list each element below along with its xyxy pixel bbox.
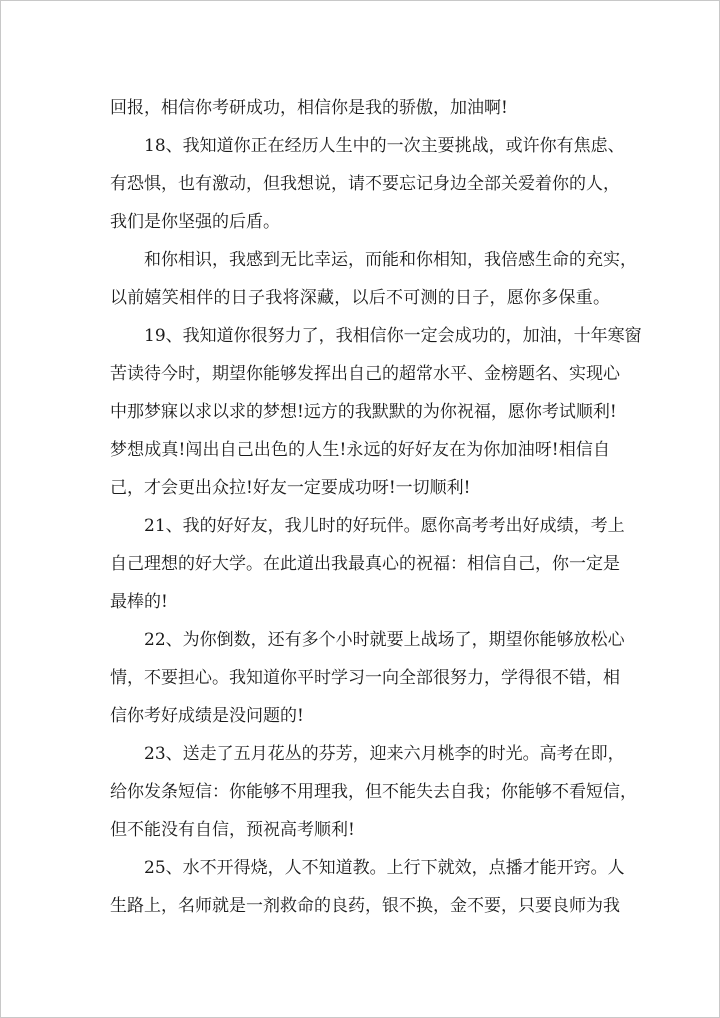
- text-line: 21、我的好好友，我儿时的好玩伴。愿你高考考出好成绩，考上: [144, 516, 625, 536]
- text-line: 自己理想的好大学。在此道出我最真心的祝福：相信自己，你一定是: [110, 554, 620, 574]
- text-line: 有恐惧，也有激动，但我想说，请不要忘记身边全部关爱着你的人，: [110, 174, 620, 194]
- text-line: 情，不要担心。我知道你平时学习一向全部很努力，学得很不错，相: [110, 668, 620, 688]
- text-line: 25、水不开得烧，人不知道教。上行下就效，点播才能开窍。人: [144, 858, 625, 878]
- text-line: 19、我知道你很努力了，我相信你一定会成功的，加油，十年寒窗: [144, 326, 642, 346]
- text-line: 23、送走了五月花丛的芬芳，迎来六月桃李的时光。高考在即，: [144, 744, 625, 764]
- text-line: 和你相识，我感到无比幸运，而能和你相知，我倍感生命的充实，: [144, 250, 637, 270]
- text-line: 梦想成真!闯出自己出色的人生!永远的好好友在为你加油呀!相信自: [110, 440, 610, 460]
- text-line: 苦读待今时，期望你能够发挥出自己的超常水平、金榜题名、实现心: [110, 364, 620, 384]
- text-line: 22、为你倒数，还有多个小时就要上战场了，期望你能够放松心: [144, 630, 625, 650]
- text-line: 最棒的!: [110, 592, 168, 612]
- text-line: 信你考好成绩是没问题的!: [110, 706, 304, 726]
- text-line: 己，才会更出众拉!好友一定要成功呀!一切顺利!: [110, 478, 471, 498]
- text-line: 回报，相信你考研成功，相信你是我的骄傲，加油啊!: [110, 98, 508, 118]
- text-line: 以前嬉笑相伴的日子我将深藏，以后不可测的日子，愿你多保重。: [110, 288, 610, 308]
- text-line: 生路上，名师就是一剂救命的良药，银不换，金不要，只要良师为我: [110, 896, 620, 916]
- text-line: 给你发条短信：你能够不用理我，但不能失去自我；你能够不看短信，: [110, 782, 637, 802]
- document-body: [110, 89, 642, 925]
- text-line: 中那梦寐以求以求的梦想!远方的我默默的为你祝福，愿你考试顺利!: [110, 402, 617, 422]
- text-line: 18、我知道你正在经历人生中的一次主要挑战，或许你有焦虑、: [144, 136, 625, 156]
- text-line: 我们是你坚强的后盾。: [110, 212, 280, 232]
- text-line: 但不能没有自信，预祝高考顺利!: [110, 820, 355, 840]
